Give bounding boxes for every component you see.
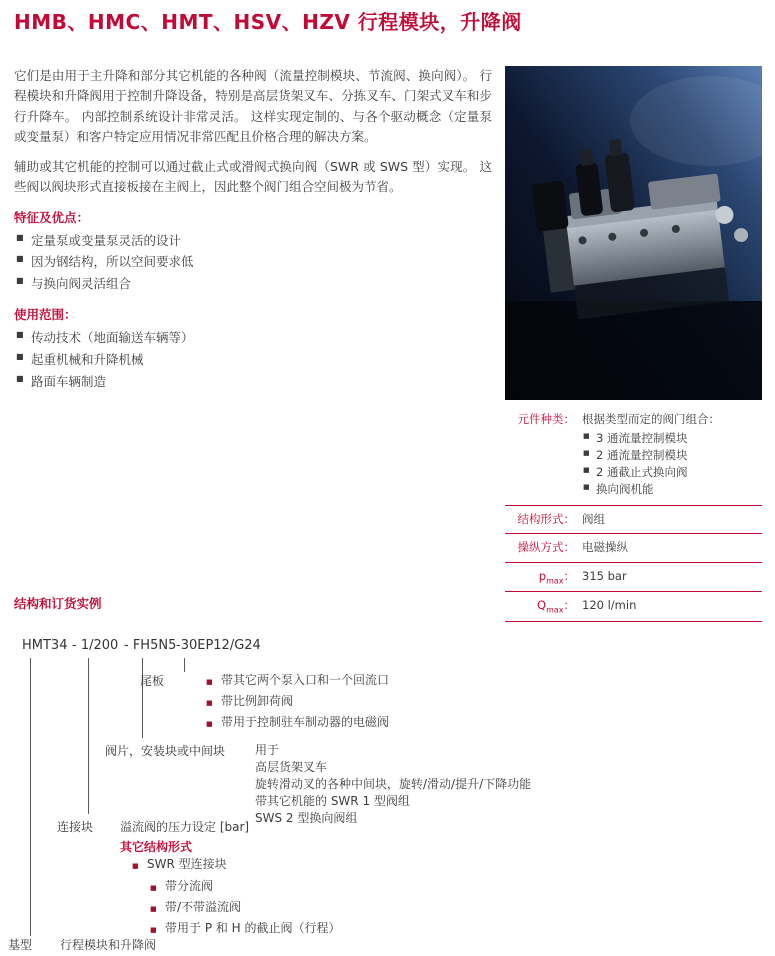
tailplate-options (206, 670, 389, 733)
plate-line: 带其它机能的 SWR 1 型阀组 (255, 794, 410, 808)
spec-row-actuation (505, 534, 762, 563)
list-item: ■ 起重机械和升降机械 (14, 349, 492, 371)
spec-value-pmax: 315 bar (582, 569, 627, 584)
spec-value-component (582, 411, 762, 499)
intro-column (14, 66, 492, 393)
spec-value-qmax: 120 l/min (582, 598, 637, 613)
connection-sub-options (150, 876, 341, 939)
spec-row-structure (505, 506, 762, 535)
spec-label-actuation: 操纵方式： (517, 540, 575, 555)
list-item: ■ 带用于控制驻车制动器的电磁阀 (206, 712, 389, 733)
spec-value-structure: 阀组 (582, 511, 605, 526)
list-item: ■ 2 通截止式换向阀 (582, 464, 762, 481)
spec-label-component: 元件种类： (517, 412, 575, 426)
order-code-base: HMT34 (22, 638, 68, 653)
tree-line-plate (142, 658, 143, 738)
tree-line-tail (184, 658, 185, 672)
list-item: ■ 带其它两个泵入口和一个回流口 (206, 670, 389, 691)
connection-label: 连接块 (57, 820, 94, 834)
list-item: ■ SWR 型连接块 (132, 854, 227, 875)
list-item: ■ 传动技术（地面输送车辆等） (14, 327, 492, 349)
list-item: ■ 带比例卸荷阀 (206, 691, 389, 712)
intro-paragraph-1: 它们是由用于主升降和部分其它机能的各种阀（流量控制模块、节流阀、换向阀）。 行程模块和升降阀用于控制升降设备，特别是高层货架叉车、分拣叉车、门架式叉车和步行升降车。 内部控制系统设计非常灵活。 这样实现定制的、与各个驱动概念（定量泵或变量泵）和客户特定应用情况非常匹配且价格合理的解决方案。 (14, 68, 492, 144)
list-item: ■ 带分流阀 (150, 876, 341, 897)
connection-pressure-setting: 溢流阀的压力设定 [bar] (120, 820, 250, 834)
spec-row-qmax (505, 592, 762, 621)
connection-other-heading: 其它结构形式 (120, 840, 193, 854)
qmax-subscript: max (546, 605, 564, 615)
pmax-subscript: max (546, 576, 564, 586)
spec-value-actuation: 电磁操纵 (582, 540, 628, 555)
spec-row-component (505, 406, 762, 506)
pmax-colon: ： (563, 569, 575, 584)
applications-heading: 使用范围： (14, 307, 77, 323)
list-item: ■ 因为钢结构，所以空间要求低 (14, 251, 492, 273)
plate-line: 高层货架叉车 (255, 760, 328, 774)
spec-table (505, 406, 762, 622)
spec-label-qmax (505, 597, 582, 614)
spec-label-pmax (505, 568, 582, 585)
spec-row-pmax (505, 563, 762, 592)
plate-line: 旋转滑动叉的各种中间块，旋转/滑动/提升/下降功能 (255, 777, 532, 791)
intro-paragraph-2: 辅助或其它机能的控制可以通过截止式或滑阀式换向阀（SWR 或 SWS 型）实现。 这些阀以阀块形式直接板接在主阀上，因此整个阀门组合空间极为节省。 (14, 159, 492, 195)
list-item: ■ 带/不带溢流阀 (150, 897, 341, 918)
plate-description (255, 742, 531, 827)
features-list (14, 230, 492, 296)
applications-list (14, 327, 492, 393)
plate-label: 阀片，安装块或中间块 (105, 744, 226, 758)
tree-line-base (30, 658, 31, 936)
qmax-symbol: Q (537, 598, 547, 613)
order-code-plate: - FH5N5 (124, 638, 177, 653)
product-photo (505, 66, 762, 400)
plate-line: 用于 (255, 743, 280, 757)
list-item: ■ 与换向阀灵活组合 (14, 273, 492, 295)
connection-type-list (132, 854, 227, 875)
basetype-text: 行程模块和升降阀 (60, 938, 157, 952)
features-heading: 特征及优点： (14, 209, 90, 225)
spec-component-list (582, 430, 762, 499)
list-item: ■ 换向阀机能 (582, 481, 762, 498)
list-item: ■ 2 通流量控制模块 (582, 447, 762, 464)
ordering-code-tree (8, 630, 768, 956)
tree-line-connection (88, 658, 89, 814)
qmax-colon: ： (563, 598, 575, 613)
list-item: ■ 路面车辆制造 (14, 371, 492, 393)
list-item: ■ 带用于 P 和 H 的截止阀（行程） (150, 918, 341, 939)
order-code-connection: - 1/200 (72, 638, 119, 653)
basetype-label: 基型 (8, 938, 33, 952)
plate-line: SWS 2 型换向阀组 (255, 811, 358, 825)
ordering-heading: 结构和订货实例 (14, 596, 102, 611)
order-code-tail: -30EP12/G24 (176, 638, 261, 653)
valve-assembly-illustration (505, 66, 762, 400)
page-title: HMB、HMC、HMT、HSV、HZV 行程模块，升降阀 (14, 10, 522, 34)
tailplate-label: 尾板 (140, 674, 165, 688)
list-item: ■ 定量泵或变量泵灵活的设计 (14, 230, 492, 252)
spec-label-structure: 结构形式： (517, 511, 575, 526)
pmax-symbol: p (538, 569, 547, 584)
spec-component-intro: 根据类型而定的阀门组合： (582, 412, 720, 426)
list-item: ■ 3 通流量控制模块 (582, 430, 762, 447)
